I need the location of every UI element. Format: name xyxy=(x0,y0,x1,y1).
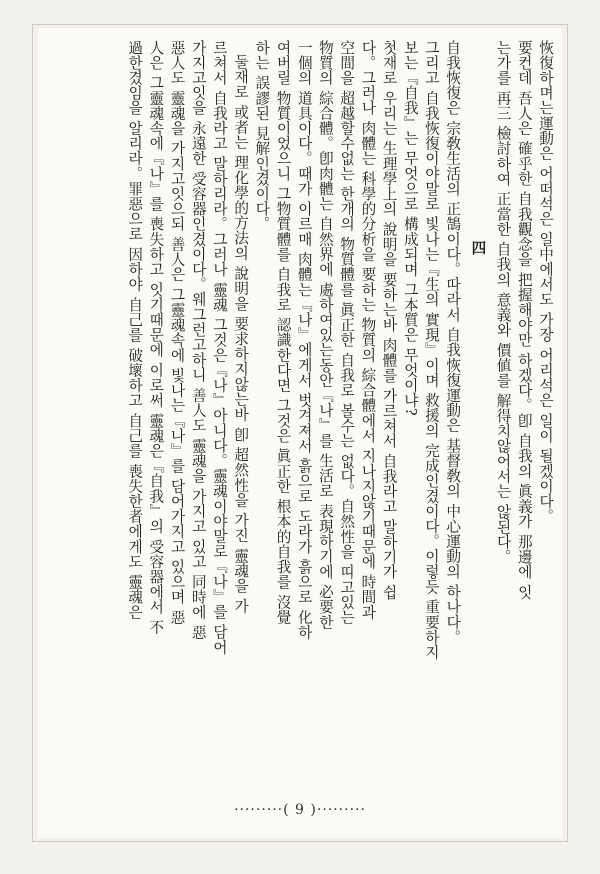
text-column: 自我恢復은 宗敎生活의 正鵠이다。따라서 自我恢復運動은 基督敎의 中心運動의 하나다。 xyxy=(444,40,462,645)
text-column: 둘재로 或者는 理化學的方法의 說明을 要求하지않는바 卽 超然性을 가진 靈魂을 가 xyxy=(232,54,250,614)
text-column: 人은 그靈魂속에『나』를 喪失하고 잇기때문에 이로써 靈魂은『自我』의 受容器에서 不 xyxy=(147,40,165,635)
text-column: 過한겼임을 알리라。罪惡으로 因하야 自己를 破壞하고 自己를 喪失한者에게도 靈魂은 xyxy=(126,40,144,620)
text-column: 恢復하며는運動은 어떠석은 일中에서도 가장 어리석은 일이 될겠이다。 xyxy=(537,40,554,524)
section-heading: 四 xyxy=(469,240,487,256)
text-column: 그리고 自我恢復이야말로 빛나는『生의 實現』이며 救援의 完成인겼이다。이렇듯 重要하지 xyxy=(422,40,440,660)
text-column: 要컨데 吾人은 確乎한 自我觀念을 把握해야만 하겠다。卽 自我의 眞義가 那邊에 잇 xyxy=(515,40,533,600)
text-column: 一個의 道具이다。때가 이르매 肉體는『나』에게서 벗겨져서 흙으로 도라가 흙으로 化하 xyxy=(295,40,313,640)
text-column: 보는『自我』는 무엇으로 構成되며 그本質은 무엇이냐? xyxy=(401,40,419,417)
footer-dots-right: )········· xyxy=(310,802,366,818)
text-column: 첫재로 우리는 生理學上의 說明을 要하는바 肉體를 가르쳐서 自我라고 말하기가 쉽 xyxy=(380,40,398,600)
text-column: 여버릴 物質이었으니 그物質體를 自我로 認識한다면 그것은 眞正한 根本的自我를 沒覺 xyxy=(274,40,292,625)
text-column: 는가를 再三 檢討하여 正當한 自我의 意義와 價値를 解得치않어서는 않된다。 xyxy=(494,40,512,565)
page-number: 9 xyxy=(295,802,305,818)
footer-dots-left: ·········( xyxy=(234,802,290,818)
body-text xyxy=(124,40,556,760)
text-column: 하는 誤謬된 見解인겼이다。 xyxy=(253,40,271,232)
text-column: 가지고잇을 永遠한 受容器인겼이다。웨그런고하니 善人도 靈魂을 가지고 있고 同時에 惡 xyxy=(189,40,207,640)
text-column: 르쳐서 自我라고 말하리라。그러나 靈魂 그것은『나』아니다。靈魂이야말로『나』를 담어 xyxy=(210,40,228,655)
page-footer xyxy=(0,802,600,818)
text-column: 物質의 綜合體。卽肉體는 自然界에 處하여있는동안『나』를 生活로 表現하기에 必要한 xyxy=(316,40,334,630)
text-column: 空間을 超越할수없는 한개의 物質體를 眞正한 自我로 볼수는 없다。自然性을 띠고있는 xyxy=(338,40,356,625)
text-column: 다。그러나 肉體는 科學的分析을 要하는 物質의 綜合體에서 지나지않기때문에 時間과 xyxy=(359,40,377,620)
text-column: 惡人도 靈魂을 가지고잇으되 善人은 그靈魂속에 빛나는『나』를 담어가지고 있으며 惡 xyxy=(168,40,186,625)
